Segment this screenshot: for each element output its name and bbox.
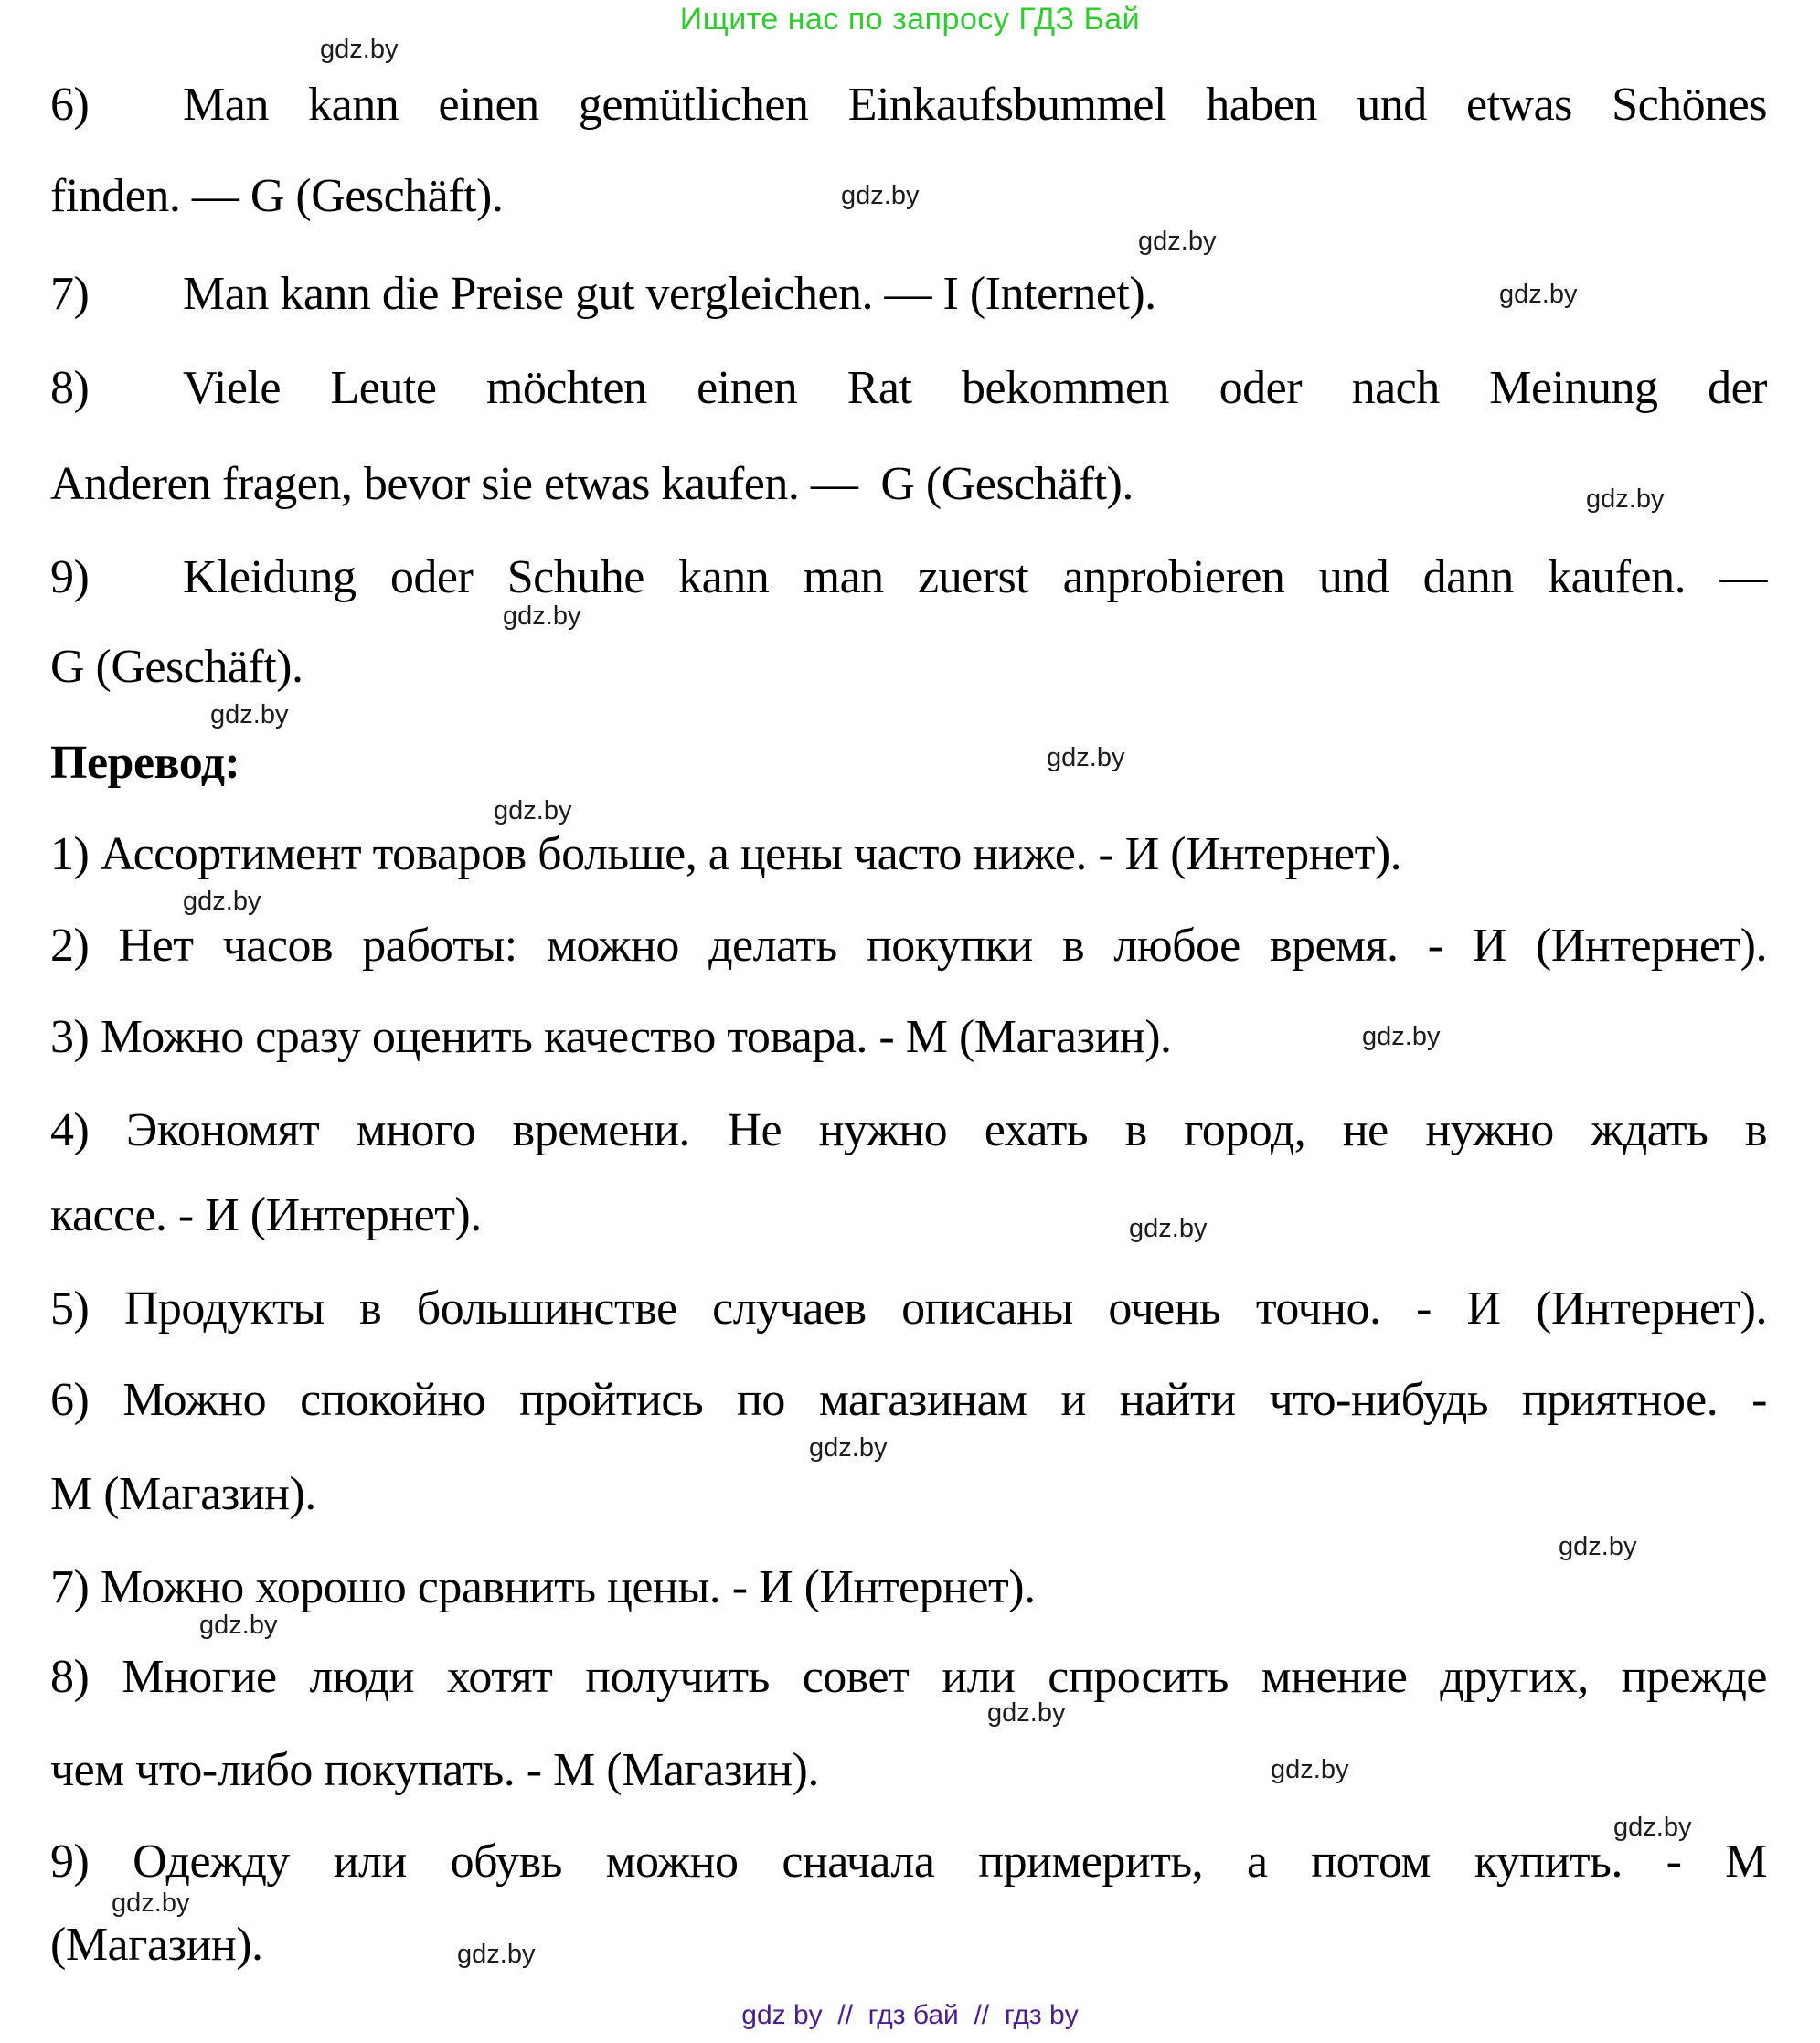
russian-item-6-line-1: 6) Можно спокойно пройтись по магазинам и найти что-нибудь приятное. - [50,1374,1767,1426]
german-item-9 [50,548,1767,607]
watermark: gdz.by [199,1611,278,1640]
russian-item-8-line-2: чем что-либо покупать. - М (Магазин). [50,1744,819,1796]
watermark: gdz.by [503,601,581,631]
russian-item-8-line-1: 8) Многие люди хотят получить совет или спросить мнение других, прежде [50,1651,1767,1703]
watermark: gdz.by [1047,743,1125,772]
watermark: gdz.by [809,1433,888,1463]
russian-item-5-line-1: 5) Продукты в большинстве случаев описаны очень точно. - И (Интернет). [50,1282,1767,1335]
russian-item-4-line-2: кассе. - И (Интернет). [50,1189,482,1241]
russian-item-3-line-1: 3) Можно сразу оценить качество товара. - М (Магазин). [50,1011,1172,1063]
watermark: gdz.by [1586,484,1665,514]
german-item-6-number: 6) [50,79,90,131]
russian-item-9-line-2: (Магазин). [50,1919,263,1971]
watermark: gdz.by [1559,1532,1637,1561]
german-item-7 [50,265,1767,324]
russian-item-4-line-1: 4) Экономят много времени. Не нужно ехать в город, не нужно ждать в [50,1104,1767,1156]
watermark: gdz.by [320,35,399,64]
watermark: gdz.by [1271,1755,1349,1784]
watermark: gdz.by [1129,1214,1208,1243]
watermark: gdz.by [457,1940,536,1969]
watermark: gdz.by [1362,1022,1441,1051]
watermark: gdz.by [1613,1813,1692,1842]
watermark: gdz.by [1499,280,1578,309]
watermark: gdz.by [1138,227,1217,256]
watermark: gdz.by [987,1698,1066,1728]
german-item-6 [50,76,1767,134]
german-item-8-line-2: Anderen fragen, bevor sie etwas kaufen. — G (Geschäft). [50,458,1134,510]
russian-item-9-line-1: 9) Одежду или обувь можно сначала примерить, а потом купить. - М [50,1836,1767,1888]
german-item-8 [50,359,1767,418]
german-item-7-line-1: Man kann die Preise gut vergleichen. — I (Internet). [183,268,1156,320]
watermark: gdz.by [183,887,261,916]
watermark: gdz.by [841,181,920,210]
german-item-9-number: 9) [50,551,90,603]
footer-watermark: gdz by // гдз бай // гдз by [741,2000,1079,2030]
german-item-9-line-1: Kleidung oder Schuhe kann man zuerst anprobieren und dann kaufen. — [183,551,1767,603]
german-item-6-line-2: finden. — G (Geschäft). [50,170,504,222]
german-item-7-number: 7) [50,268,90,320]
german-item-8-number: 8) [50,362,90,414]
german-item-6-line-1: Man kann einen gemütlichen Einkaufsbummel haben und etwas Schönes [183,79,1767,131]
watermark: gdz.by [210,700,289,729]
watermark: gdz.by [112,1889,190,1918]
german-item-9-line-2: G (Geschäft). [50,641,303,693]
russian-item-2-line-1: 2) Нет часов работы: можно делать покупки в любое время. - И (Интернет). [50,920,1767,972]
russian-item-7-line-1: 7) Можно хорошо сравнить цены. - И (Интернет). [50,1561,1036,1613]
russian-item-6-line-2: М (Магазин). [50,1468,316,1520]
russian-item-1-line-1: 1) Ассортимент товаров больше, а цены часто ниже. - И (Интернет). [50,828,1402,880]
translation-heading: Перевод: [50,737,240,789]
watermark: gdz.by [494,796,572,825]
promo-banner: Ищите нас по запросу ГДЗ Бай [679,2,1141,37]
german-item-8-line-1: Viele Leute möchten einen Rat bekommen oder nach Meinung der [183,362,1767,414]
